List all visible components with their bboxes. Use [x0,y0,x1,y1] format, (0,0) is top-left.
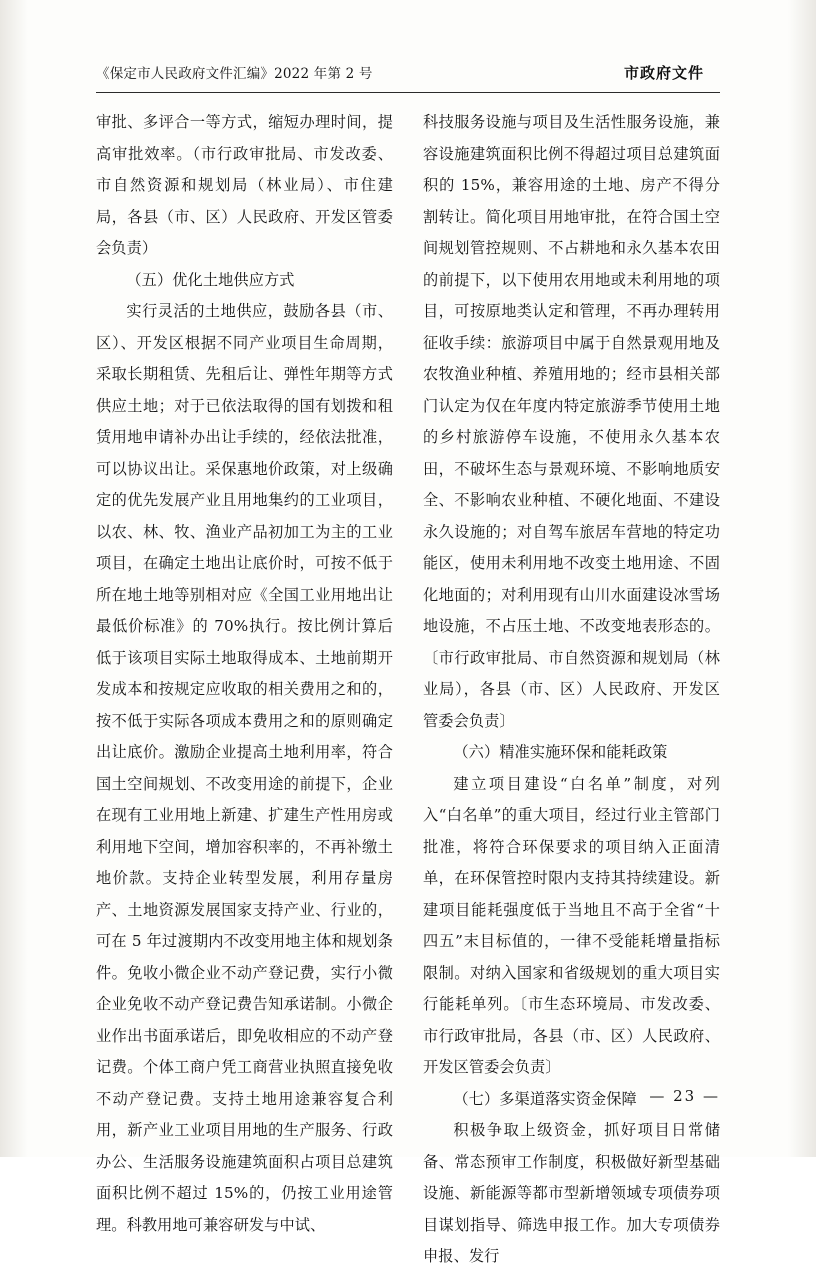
left-column [96,107,393,1234]
header-publication-title: 《保定市人民政府文件汇编》2022 年第 2 号 [96,66,373,82]
section-heading-seven: （七）多渠道落实资金保障 [453,1089,637,1108]
page-number: — 23 — [649,1087,720,1105]
page-header [96,62,720,88]
header-section-title: 市政府文件 [623,64,704,82]
header-rule [96,92,720,93]
scan-artifact [395,1137,421,1147]
paragraph: 科技服务设施与项目及生活性服务设施，兼容设施建筑面积比例不得超过项目总建筑面积的 15%，兼容用途的土地、房产不得分割转让。简化项目用地审批，在符合国土空间规划管控规则、不占耕地和永久基本农田的前提下，以下使用农用地或未利用地的项目，可按原地类认定和管理，不再办理转用征收手续：旅游项目中属于自然景观用地及农牧渔业种植、养殖用地的；经市县相关部门认定为仅在年度内特定旅游季节使用土地的乡村旅游停车设施，不使用永久基本农田，不破坏生态与景观环境、不影响地质安全、不影响农业种植、不硬化地面、不建设永久设施的；对自驾车旅居车营地的特定功能区，使用未利用地不改变土地用途、不固化地面的；对利用现有山川水面建设冰雪场地设施，不占压土地、不改变地表形态的。〔市行政审批局、市自然资源和规划局（林业局），各县（市、区）人民政府、开发区管委会负责〕 [423,113,720,730]
paragraph: 实行灵活的土地供应，鼓励各县（市、区）、开发区根据不同产业项目生命周期，采取长期租赁、先租后让、弹性年期等方式供应土地；对于已依法取得的国有划拨和租赁用地申请补办出让手续的，经依法批准，可以协议出让。采保惠地价政策，对上级确定的优先发展产业且用地集约的工业项目，以农、林、牧、渔业产品初加工为主的工业项目，在确定土地出让底价时，可按不低于所在地土地等别相对应《全国工业用地出让最低价标准》的 70%执行。按比例计算后低于该项目实际土地取得成本、土地前期开发成本和按规定应收取的相关费用之和的，按不低于实际各项成本费用之和的原则确定出让底价。激励企业提高土地利用率，符合国土空间规划、不改变用途的前提下，企业在现有工业用地上新建、扩建生产性用房或利用地下空间，增加容积率的，不再补缴土地价款。支持企业转型发展，利用存量房产、土地资源发展国家支持产业、行业的，可在 5 年过渡期内不改变用地主体和规划条件。免收小微企业不动产登记费，实行小微企业免收不动产登记费告知承诺制。小微企业作出书面承诺后，即免收相应的不动产登记费。个体工商户凭工商营业执照直接免收不动产登记费。支持土地用途兼容复合利用，新产业工业项目用地的生产服务、行政办公、生活服务设施建筑面积占项目总建筑面积比例不超过 15%的，仍按工业用途管理。科教用地可兼容研发与中试、 [96,302,393,1234]
paragraph: 积极争取上级资金，抓好项目日常储备、常态预审工作制度，积极做好新型基础设施、新能源等都市型新增领域专项债券项目谋划指导、筛选申报工作。加大专项债券申报、发行 [423,1121,720,1265]
paragraph: 审批、多评合一等方式，缩短办理时间，提高审批效率。（市行政审批局、市发改委、市自然资源和规划局（林业局）、市住建局，各县（市、区）人民政府、开发区管委会负责） [96,113,393,257]
paragraph: 建立项目建设“白名单”制度，对列入“白名单”的重大项目，经过行业主管部门批准，将符合环保要求的项目纳入正面清单，在环保管控时限内支持其持续建设。新建项目能耗强度低于当地且不高于全省“十四五”末目标值的，一律不受能耗增量指标限制。对纳入国家和省级规划的重大项目实行能耗单列。〔市生态环境局、市发改委、市行政审批局，各县（市、区）人民政府、开发区管委会负责〕 [423,774,720,1076]
section-heading-six: （六）精准实施环保和能耗政策 [453,743,668,761]
section-heading-five: （五）优化土地供应方式 [126,270,295,289]
